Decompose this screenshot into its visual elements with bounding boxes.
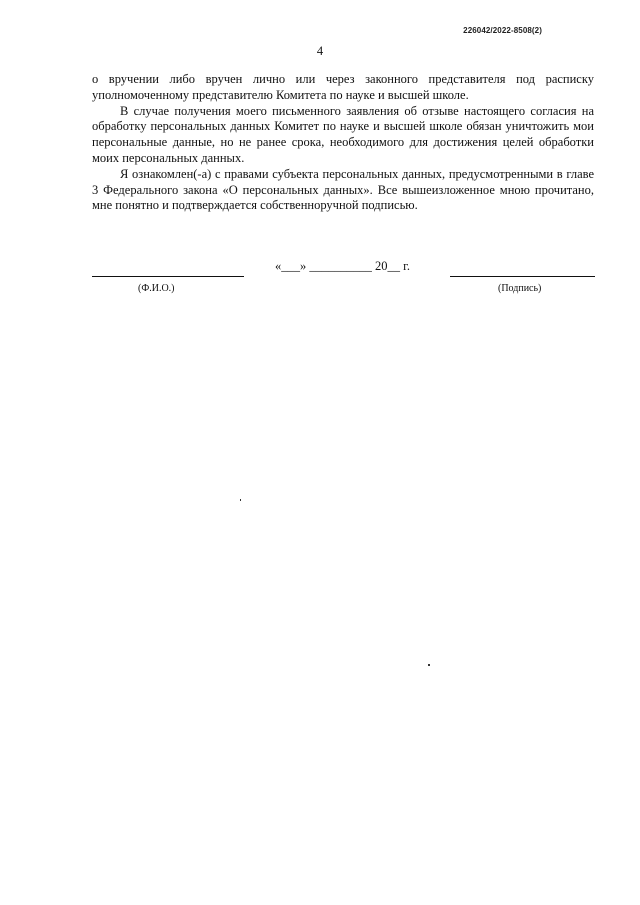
fio-caption: (Ф.И.О.) [138,283,175,294]
scan-speck [240,499,241,501]
paragraph-withdrawal: В случае получения моего письменного заявления об отзыве настоящего согласия на обработку персональных данных Комитет по науке и высшей школе обязан уничтожить мои персональные данные, но не ранее срока, необходимого для достижения целей обработки моих персональных данных. [92,103,594,165]
signature-line [450,276,595,277]
scan-speck [428,664,430,666]
paragraph-delivery: о вручении либо вручен лично или через законного представителя под расписку уполномоченному представителю Комитета по науке и высшей школе. [92,72,594,102]
fio-line [92,276,244,277]
page-number: 4 [316,44,324,58]
signature-caption: (Подпись) [498,283,542,294]
document-body [92,72,594,214]
paragraph-acknowledgement: Я ознакомлен(-а) с правами субъекта персональных данных, предусмотренными в главе 3 Федерального закона «О персональных данных». Все вышеизложенное мною прочитано, мне понятно и подтверждается собственноручной подписью. [92,166,594,213]
date-field: «___» __________ 20__ г. [275,259,410,273]
document-id: 226042/2022-8508(2) [463,26,542,35]
